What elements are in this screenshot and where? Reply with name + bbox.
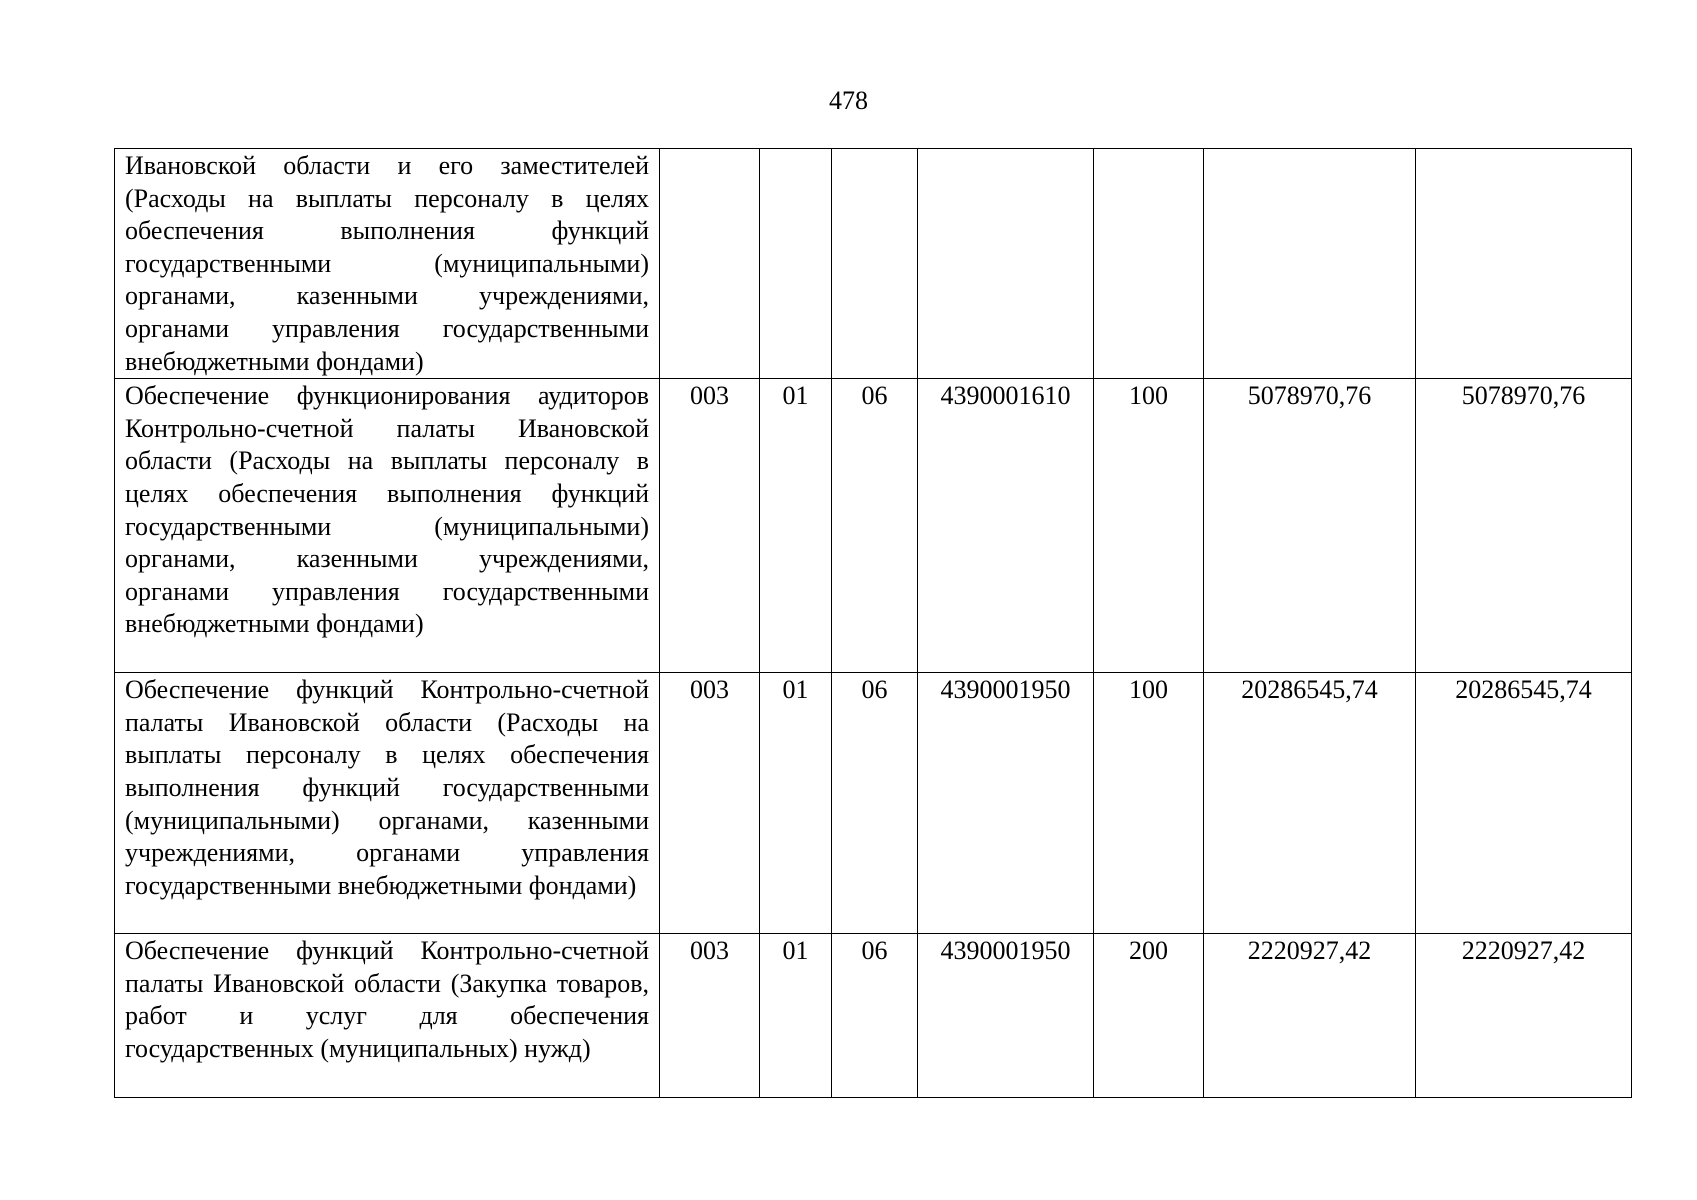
- section-code: [760, 149, 832, 379]
- amount-2: 2220927,42: [1416, 934, 1632, 1098]
- subsection-code: [832, 149, 918, 379]
- section-code: 01: [760, 379, 832, 673]
- target-article-code: [918, 149, 1094, 379]
- amount-1: 20286545,74: [1204, 673, 1416, 934]
- budget-table: [114, 148, 1632, 1098]
- amount-2: 5078970,76: [1416, 379, 1632, 673]
- section-code: 01: [760, 673, 832, 934]
- page-number: 478: [829, 86, 868, 115]
- department-code: 003: [660, 673, 760, 934]
- subsection-code: 06: [832, 934, 918, 1098]
- department-code: 003: [660, 379, 760, 673]
- subsection-code: 06: [832, 379, 918, 673]
- target-article-code: 4390001950: [918, 934, 1094, 1098]
- row-description: Обеспечение функций Контрольно-счетной палаты Ивановской области (Расходы на выплаты персоналу в целях обеспечения выполнения функций государственными (муниципальными) органами, казенными учреждениями, органами управления государственными внебюджетными фондами): [115, 673, 660, 934]
- amount-1: [1204, 149, 1416, 379]
- table-row: [115, 379, 1632, 673]
- row-description: Обеспечение функционирования аудиторов Контрольно-счетной палаты Ивановской области (Расходы на выплаты персоналу в целях обеспечения выполнения функций государственными (муниципальными) органами, казенными учреждениями, органами управления государственными внебюджетными фондами): [115, 379, 660, 673]
- department-code: [660, 149, 760, 379]
- target-article-code: 4390001950: [918, 673, 1094, 934]
- table-row: [115, 149, 1632, 379]
- table-row: [115, 673, 1632, 934]
- row-description: Обеспечение функций Контрольно-счетной палаты Ивановской области (Закупка товаров, работ и услуг для обеспечения государственных (муниципальных) нужд): [115, 934, 660, 1098]
- subsection-code: 06: [832, 673, 918, 934]
- amount-1: 5078970,76: [1204, 379, 1416, 673]
- target-article-code: 4390001610: [918, 379, 1094, 673]
- table-row: [115, 934, 1632, 1098]
- amount-1: 2220927,42: [1204, 934, 1416, 1098]
- expense-type-code: 200: [1094, 934, 1204, 1098]
- department-code: 003: [660, 934, 760, 1098]
- expense-type-code: 100: [1094, 673, 1204, 934]
- amount-2: 20286545,74: [1416, 673, 1632, 934]
- amount-2: [1416, 149, 1632, 379]
- row-description: Ивановской области и его заместителей (Расходы на выплаты персоналу в целях обеспечения выполнения функций государственными (муниципальными) органами, казенными учреждениями, органами управления государственными внебюджетными фондами): [115, 149, 660, 379]
- section-code: 01: [760, 934, 832, 1098]
- expense-type-code: [1094, 149, 1204, 379]
- expense-type-code: 100: [1094, 379, 1204, 673]
